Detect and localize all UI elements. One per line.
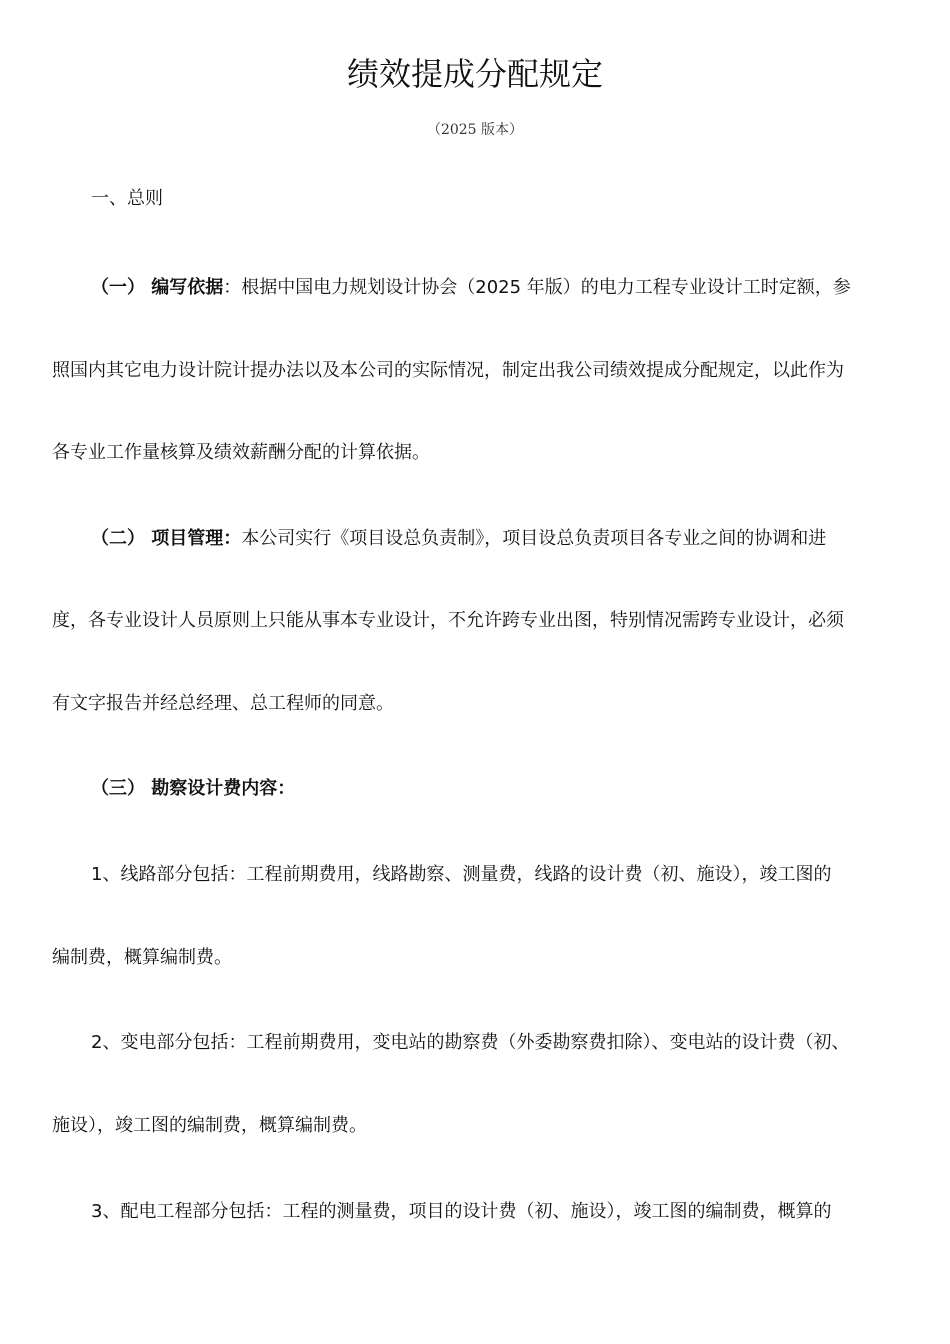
para2-line1 bbox=[91, 526, 950, 552]
item2-line1: 2、变电部分包括：工程前期费用，变电站的勘察费（外委勘察费扣除）、变电站的设计费（初、 bbox=[91, 1032, 850, 1053]
para2-line2: 度，各专业设计人员原则上只能从事本专业设计，不允许跨专业出图，特别情况需跨专业设计，必须 bbox=[52, 610, 844, 631]
para2-line3: 有文字报告并经总经理、总工程师的同意。 bbox=[52, 693, 394, 714]
para3-heading: （三） 勘察设计费内容： bbox=[91, 778, 296, 799]
item1-line2: 编制费，概算编制费。 bbox=[52, 947, 232, 968]
section-heading-general: 一、总则 bbox=[91, 188, 163, 209]
para1-label: （一） 编写依据 bbox=[91, 277, 224, 298]
item3-line1: 3、配电工程部分包括：工程的测量费，项目的设计费（初、施设），竣工图的编制费，概算的 bbox=[91, 1201, 832, 1222]
para1-line1-text: ：根据中国电力规划设计协会（2025 年版）的电力工程专业设计工时定额，参 bbox=[223, 277, 851, 298]
para1-line2: 照国内其它电力设计院计提办法以及本公司的实际情况，制定出我公司绩效提成分配规定，以此作为 bbox=[52, 360, 844, 381]
para1-line3: 各专业工作量核算及绩效薪酬分配的计算依据。 bbox=[52, 442, 430, 463]
para2-label: （二） 项目管理： bbox=[91, 528, 242, 549]
document-version: （2025 版本） bbox=[426, 122, 524, 138]
para2-line1-text: 本公司实行《项目设总负责制》，项目设总负责项目各专业之间的协调和进 bbox=[241, 528, 827, 549]
para1-line1 bbox=[91, 275, 950, 301]
item2-line2: 施设），竣工图的编制费，概算编制费。 bbox=[52, 1115, 367, 1136]
item1-line1: 1、线路部分包括：工程前期费用，线路勘察、测量费，线路的设计费（初、施设），竣工图的 bbox=[91, 864, 832, 885]
document-title: 绩效提成分配规定 bbox=[346, 55, 603, 93]
